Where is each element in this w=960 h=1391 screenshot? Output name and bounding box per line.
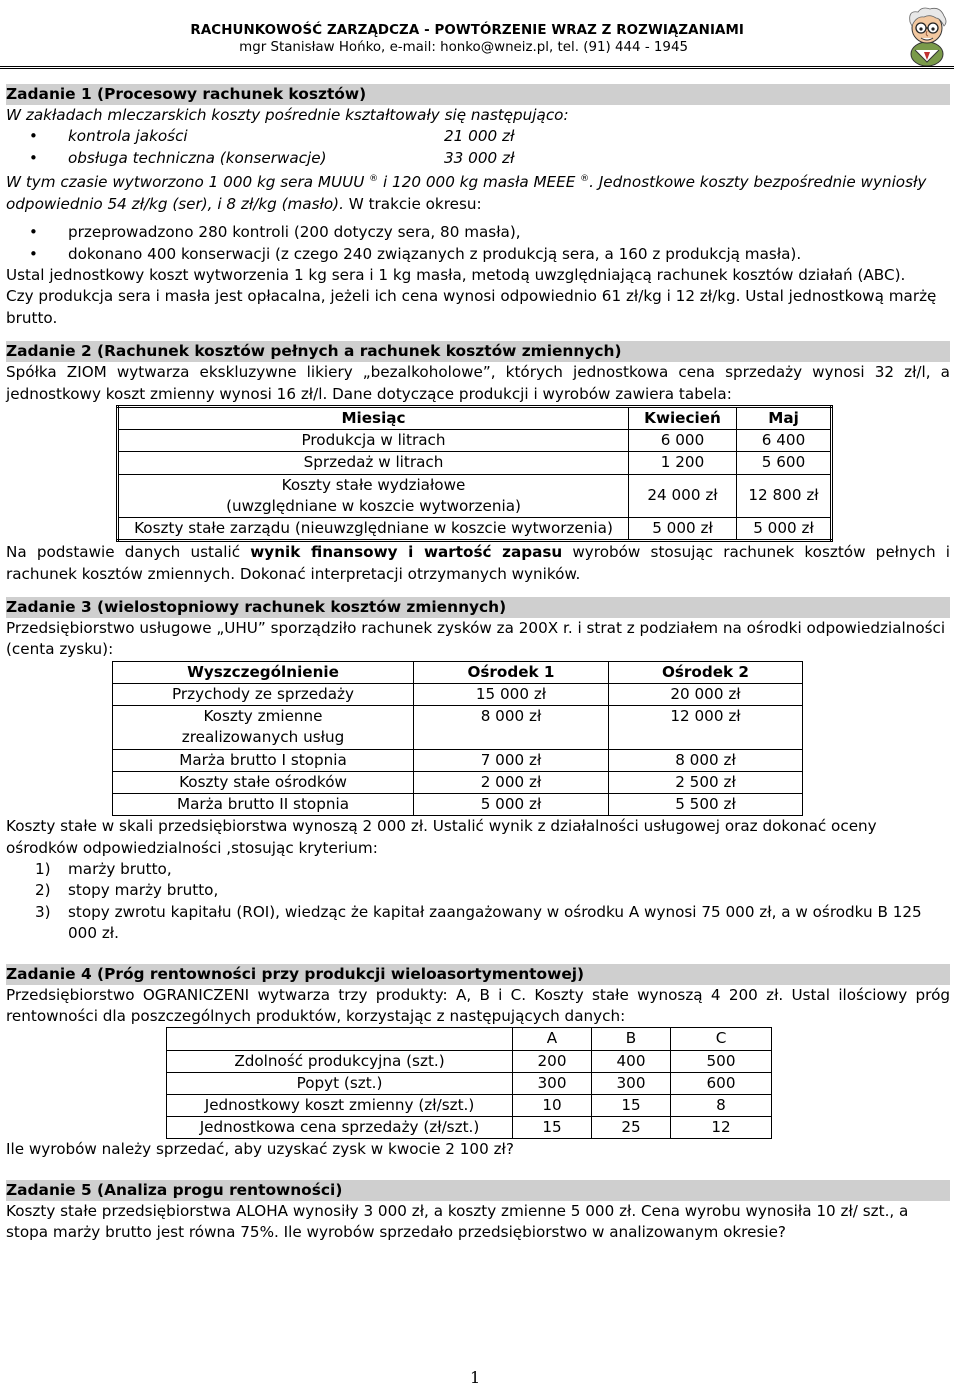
table-header-row: Miesiąc Kwiecień Maj bbox=[118, 406, 832, 429]
header-subtitle: mgr Stanisław Hońko, e-mail: honko@wneiz.pl, tel. (91) 444 - 1945 bbox=[239, 40, 688, 55]
list-item: • przeprowadzono 280 kontroli (200 dotyczy sera, 80 masła), bbox=[6, 222, 950, 243]
table-row: Jednostkowa cena sprzedaży (zł/szt.) 15 25 12 bbox=[167, 1117, 772, 1139]
list-item: 1) marży brutto, bbox=[35, 860, 172, 879]
task3-criteria-list bbox=[6, 859, 950, 945]
table-header-row: A B C bbox=[167, 1028, 772, 1050]
table-row: Marża brutto I stopnia 7 000 zł 8 000 zł bbox=[113, 749, 803, 771]
task2-title: Zadanie 2 (Rachunek kosztów pełnych a rachunek kosztów zmiennych) bbox=[6, 341, 950, 362]
table-row: Zdolność produkcyjna (szt.) 200 400 500 bbox=[167, 1050, 772, 1072]
list-item: • kontrola jakości 21 000 zł bbox=[6, 126, 950, 147]
document-body bbox=[6, 84, 950, 1244]
table-row: Popyt (szt.) 300 300 600 bbox=[167, 1072, 772, 1094]
task1-paragraph: W tym czasie wytworzono 1 000 kg sera MUUU ® i 120 000 kg masła MEEE ®. Jednostkowe koszty bezpośrednie wyniosły odpowiednio 54 zł/kg (ser), i 8 zł/kg (masło). W trakcie okresu: bbox=[6, 173, 927, 213]
task5-text: Koszty stałe przedsiębiorstwa ALOHA wynosiły 3 000 zł, a koszty zmienne 5 000 zł. Cena wyrobu wynosiła 10 zł/ szt., a stopa marży brutto jest równa 75%. Ile wyrobów sprzedało przedsiębiorstwo w analizowanym okresie? bbox=[6, 1201, 909, 1242]
task1-question-2: Czy produkcja sera i masła jest opłacalna, jeżeli ich cena wynosi odpowiednio 61 zł/kg i 12 zł/kg. Ustal jednostkową marżę brutto. bbox=[6, 287, 937, 327]
table-row: Koszty stałe zarządu (nieuwzględniane w koszcie wytworzenia) 5 000 zł 5 000 zł bbox=[118, 517, 832, 540]
list-item: 3) stopy zwrotu kapitału (ROI), wiedząc że kapitał zaangażowany w ośrodku A wynosi 75 000 zł, a w ośrodku B 125 000 zł. bbox=[35, 902, 922, 943]
task2-table bbox=[116, 405, 833, 542]
table-row: Przychody ze sprzedaży 15 000 zł 20 000 zł bbox=[113, 683, 803, 705]
table-row: Produkcja w litrach 6 000 6 400 bbox=[118, 430, 832, 452]
header-title: RACHUNKOWOŚĆ ZARZĄDCZA - POWTÓRZENIE WRAZ Z ROZWIĄZANIAMI bbox=[190, 23, 744, 38]
task4-title: Zadanie 4 (Próg rentowności przy produkcji wieloasortymentowej) bbox=[6, 964, 950, 985]
task3-outro: Koszty stałe w skali przedsiębiorstwa wynoszą 2 000 zł. Ustalić wynik z działalności usługowej oraz dokonać oceny ośrodków odpowiedzialności ,stosując kryterium: bbox=[6, 817, 877, 857]
task2-outro: Na podstawie danych ustalić wynik finansowy i wartość zapasu wyrobów stosując rachunek kosztów pełnych i rachunek kosztów zmiennych. Dokonać interpretacji otrzymanych wyników. bbox=[6, 543, 950, 583]
professor-mascot-icon bbox=[900, 4, 954, 66]
table-row: Koszty zmienne zrealizowanych usług 8 000 zł 12 000 zł bbox=[113, 706, 803, 749]
page-header bbox=[0, 0, 960, 72]
task4-intro: Przedsiębiorstwo OGRANICZENI wytwarza trzy produkty: A, B i C. Koszty stałe wynoszą 4 200 zł. Ustal ilościowy próg rentowności dla poszczególnych produktów, korzystając z następujących danych: bbox=[6, 985, 950, 1026]
header-rule bbox=[0, 66, 954, 69]
table-row: Sprzedaż w litrach 1 200 5 600 bbox=[118, 452, 832, 474]
task5-title: Zadanie 5 (Analiza progu rentowności) bbox=[6, 1180, 950, 1201]
task4-question: Ile wyrobów należy sprzedać, aby uzyskać zysk w kwocie 2 100 zł? bbox=[6, 1140, 514, 1159]
task1-intro: W zakładach mleczarskich koszty pośrednie kształtowały się następująco: bbox=[6, 106, 569, 124]
list-item: 2) stopy marży brutto, bbox=[35, 881, 219, 900]
table-row: Koszty stałe wydziałowe (uwzględniane w koszcie wytworzenia) 24 000 zł 12 800 zł bbox=[118, 474, 832, 517]
task1-title: Zadanie 1 (Procesowy rachunek kosztów) bbox=[6, 84, 950, 105]
task3-title: Zadanie 3 (wielostopniowy rachunek kosztów zmiennych) bbox=[6, 597, 950, 618]
task1-question-1: Ustal jednostkowy koszt wytworzenia 1 kg sera i 1 kg masła, metodą uwzględniającą rachunek kosztów działań (ABC). bbox=[6, 265, 906, 284]
task2-intro: Spółka ZIOM wytwarza ekskluzywne likiery „bezalkoholowe”, których jednostkowa cena sprzedaży wynosi 32 zł/l, a jednostkowy koszt zmienny wynosi 16 zł/l. Dane dotyczące produkcji i wyrobów zawiera tabela: bbox=[6, 363, 950, 403]
page-number: 1 bbox=[470, 1368, 481, 1387]
table-header-row: Wyszczególnienie Ośrodek 1 Ośrodek 2 bbox=[113, 661, 803, 683]
task1-ops-list bbox=[6, 222, 950, 265]
task3-intro: Przedsiębiorstwo usługowe „UHU” sporządziło rachunek zysków za 200X r. i strat z podziałem na ośrodki odpowiedzialności (centa zysku): bbox=[6, 618, 946, 659]
list-item: • obsługa techniczna (konserwacje) 33 000 zł bbox=[6, 148, 950, 169]
table-row: Koszty stałe ośrodków 2 000 zł 2 500 zł bbox=[113, 771, 803, 793]
table-row: Marża brutto II stopnia 5 000 zł 5 500 zł bbox=[113, 794, 803, 816]
task3-table bbox=[112, 661, 803, 816]
table-row: Jednostkowy koszt zmienny (zł/szt.) 10 15 8 bbox=[167, 1095, 772, 1117]
task4-table bbox=[166, 1027, 772, 1139]
task1-cost-list bbox=[6, 126, 950, 169]
list-item: • dokonano 400 konserwacji (z czego 240 związanych z produkcją sera, a 160 z produkcją masła). bbox=[6, 244, 950, 265]
